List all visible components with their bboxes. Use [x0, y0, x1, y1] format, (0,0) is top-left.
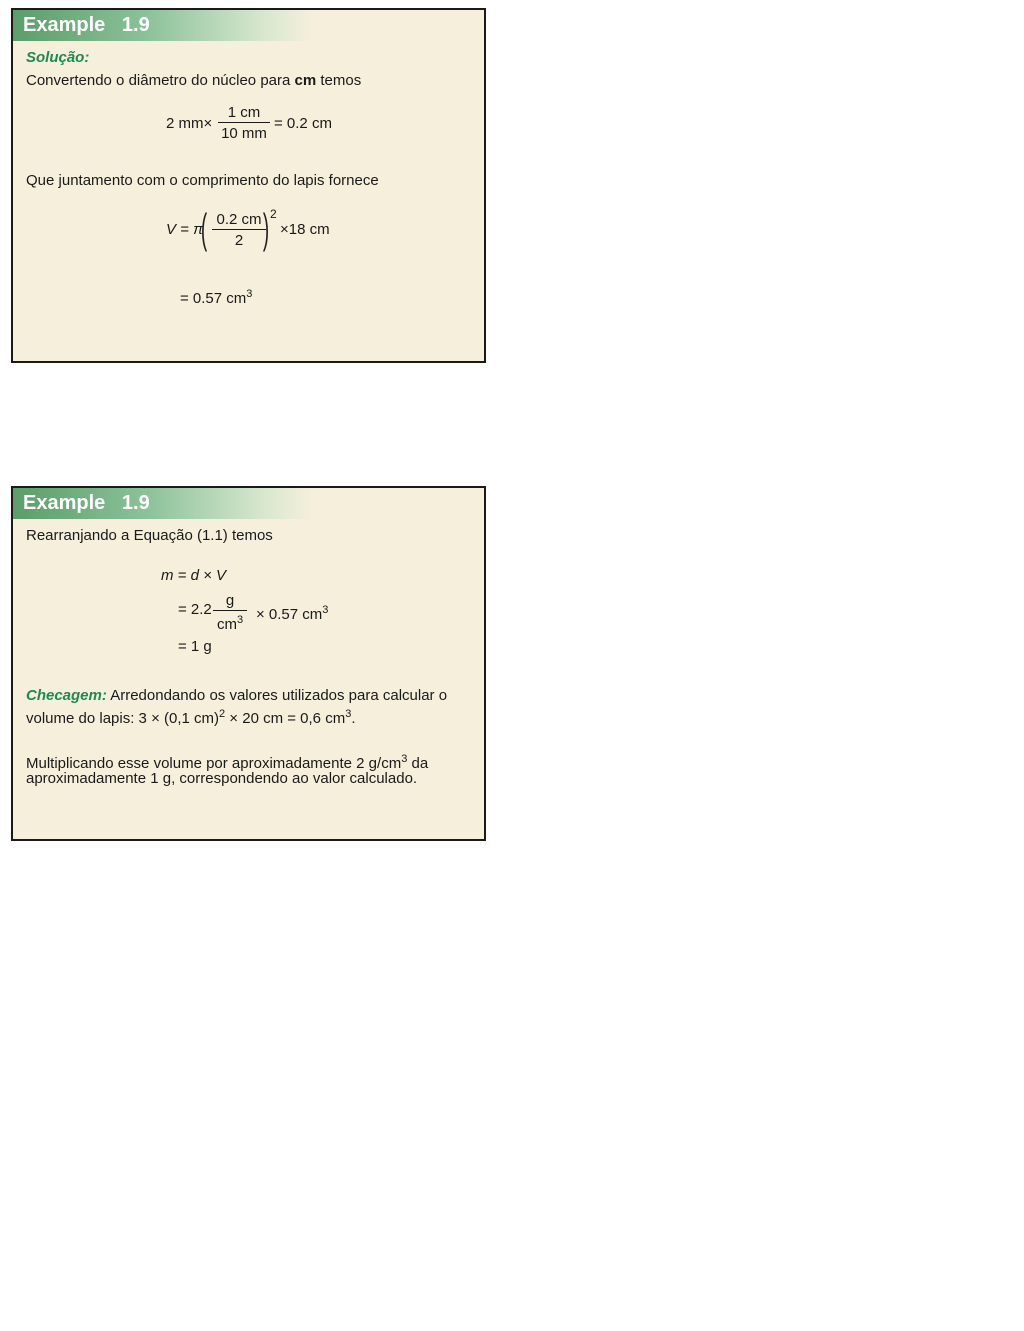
example-slide-1	[11, 8, 486, 363]
eq-denominator: 10 mm	[218, 122, 270, 143]
check-exp-1: 2	[219, 708, 226, 720]
rearrange-line: Rearranjando a Equação (1.1) temos	[26, 527, 273, 544]
volume-exponent: 2	[270, 207, 277, 221]
volume-factor-exp: 3	[322, 604, 329, 616]
left-paren: (	[200, 205, 208, 252]
intro-bold-unit: cm	[294, 72, 317, 89]
eq-left: 2 mm×	[166, 115, 213, 132]
multiply-text-b: da	[407, 755, 429, 772]
multiply-exp: 3	[401, 753, 408, 765]
volume-numerator: 0.2 cm	[216, 211, 262, 228]
title-bar	[13, 10, 313, 41]
volume-result	[180, 285, 252, 308]
mass-equation: m = d × V	[161, 567, 227, 584]
slide-title: Example 1.9	[23, 14, 150, 36]
check-line-2	[26, 705, 356, 728]
volume-factor	[256, 601, 328, 624]
intro-line	[26, 71, 361, 90]
eq-right: = 0.2 cm	[274, 115, 332, 132]
density-den-text: cm	[216, 616, 237, 633]
density-denominator	[213, 610, 247, 634]
volume-fraction	[212, 211, 266, 250]
volume-factor-text: × 0.57 cm	[256, 606, 323, 623]
volume-lhs: V = π	[166, 221, 204, 238]
check-text-c: .	[351, 710, 356, 727]
volume-result-text: = 0.57 cm	[180, 290, 247, 307]
mass-result: = 1 g	[178, 638, 212, 655]
multiply-text-a: Multiplicando esse volume por aproximadamente 2 g/cm	[26, 755, 402, 772]
solution-label: Solução:	[26, 49, 90, 66]
check-text-a: volume do lapis: 3 × (0,1 cm)	[26, 710, 220, 727]
example-slide-2	[11, 486, 486, 841]
volume-denominator: 2	[212, 229, 266, 250]
check-label: Checagem:	[26, 687, 107, 704]
title-bar	[13, 488, 313, 519]
eq-fraction	[218, 104, 270, 143]
intro-text-end: temos	[316, 72, 362, 89]
check-text-b: × 20 cm = 0,6 cm	[225, 710, 346, 727]
density-value: = 2.2	[178, 601, 212, 618]
density-unit-fraction	[213, 592, 247, 634]
eq-numerator: 1 cm	[227, 104, 261, 121]
check-text: Arredondando os valores utilizados para calcular o	[106, 687, 448, 704]
intro-text: Convertendo o diâmetro do núcleo para	[26, 72, 295, 89]
volume-result-exp: 3	[246, 288, 253, 300]
length-line: Que juntamento com o comprimento do lapis fornece	[26, 172, 379, 189]
density-numerator: g	[225, 592, 235, 609]
volume-rhs: ×18 cm	[280, 221, 330, 238]
density-den-exp: 3	[236, 614, 244, 626]
check-line-1	[26, 686, 447, 705]
check-exp-2: 3	[345, 708, 352, 720]
right-paren: )	[262, 205, 270, 252]
multiply-line-2: aproximadamente 1 g, correspondendo ao valor calculado.	[26, 770, 418, 787]
slide-title: Example 1.9	[23, 492, 150, 514]
